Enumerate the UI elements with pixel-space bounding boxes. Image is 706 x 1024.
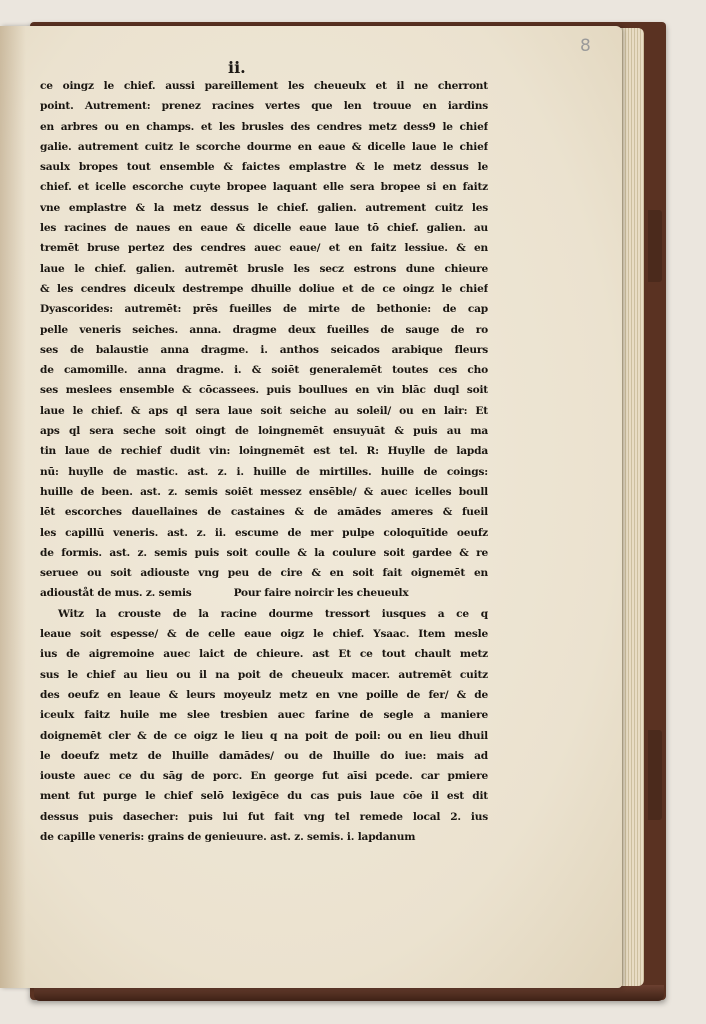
text-line: pelle veneris seiches. anna. dragme deux fueilles de sauge de ro bbox=[40, 323, 488, 336]
text-line: aps ql sera seche soit oingt de loingnemēt ensuyuāt & puis au ma bbox=[40, 425, 488, 438]
text-line: huille de been. ast. z. semis soiēt messez ensēble/ & auec icelles boull bbox=[40, 485, 488, 498]
text-line-part: adiouståt de mus. z. semis bbox=[40, 587, 192, 600]
text-line: seruee ou soit adiouste vng peu de cire & en soit fait oignemēt en bbox=[40, 567, 488, 580]
text-line: point. Autrement: prenez racines vertes que len trouue en iardins bbox=[40, 100, 488, 113]
text-line: de camomille. anna dragme. i. & soiēt generalemēt toutes ces cho bbox=[40, 364, 488, 377]
section-heading: Pour faire noircir les cheueulx bbox=[233, 587, 409, 600]
text-line: nū: huylle de mastic. ast. z. i. huille de mirtilles. huille de coings: bbox=[40, 465, 488, 478]
text-line: tin laue de rechief dudit vin: loingnemēt est tel. R: Huylle de lapda bbox=[40, 445, 488, 458]
text-line: galie. autrement cuitz le scorche dourme en eaue & dicelle laue le chief bbox=[40, 140, 488, 153]
signature-mark: ii. bbox=[228, 58, 246, 77]
page-gutter-shadow bbox=[0, 26, 26, 988]
text-line: les racines de naues en eaue & dicelle eaue laue tō chief. galien. au bbox=[40, 222, 488, 235]
text-line: Dyascorides: autremēt: prēs fueilles de mirte de bethonie: de cap bbox=[40, 303, 488, 316]
text-line: laue le chief. & aps ql sera laue soit seiche au soleil/ ou en lair: Et bbox=[40, 404, 488, 417]
text-line: ses de balaustie anna dragme. i. anthos seicados arabique fleurs bbox=[40, 343, 488, 356]
text-line: ce oingz le chief. aussi pareillement les cheueulx et il ne cherront bbox=[40, 80, 488, 92]
text-line: lēt escorches dauellaines de castaines & de amādes ameres & fueil bbox=[40, 506, 488, 519]
text-line: dessus puis dasecher: puis lui fut fait vng tel remede local 2. ius bbox=[40, 810, 488, 823]
text-line: les capillū veneris. ast. z. ii. escume de mer pulpe coloquītide oeufz bbox=[40, 526, 488, 539]
text-line: le doeufz metz de lhuille damādes/ ou de lhuille do iue: mais ad bbox=[40, 749, 488, 762]
text-line: leaue soit espesse/ & de celle eaue oigz le chief. Ysaac. Item mesle bbox=[40, 628, 488, 641]
text-line: iouste auec ce du sāg de porc. En george fut aīsi pcede. car pmiere bbox=[40, 770, 488, 783]
text-line: de capille veneris: grains de genieuure. ast. z. semis. i. lapdanum bbox=[40, 830, 416, 843]
text-line: en arbres ou en champs. et les brusles des cendres metz dess9 le chief bbox=[40, 120, 488, 133]
text-line: laue le chief. galien. autremēt brusle les secz estrons dune chieure bbox=[40, 262, 488, 275]
text-line: de formis. ast. z. semis puis soit coulle & la coulure soit gardee & re bbox=[40, 546, 488, 559]
text-line: iceulx faitz huile me slee tresbien auec farine de segle a maniere bbox=[40, 709, 488, 722]
text-line: ius de aigremoine auec laict de chieure. ast Et ce tout chault metz bbox=[40, 648, 488, 661]
text-line: ses meslees ensemble & cōcassees. puis boullues en vin blāc duql soit bbox=[40, 384, 488, 397]
text-line: ment fut purge le chief selō lexigēce du cas puis laue cōe il est dit bbox=[40, 790, 488, 803]
text-line: Witz la crouste de la racine dourme tressort iusques a ce q bbox=[58, 607, 488, 620]
text-line: des oeufz en leaue & leurs moyeulz metz en vne poille de fer/ & de bbox=[40, 688, 488, 701]
text-line bbox=[40, 583, 488, 603]
page-tab-marker bbox=[648, 730, 662, 820]
text-line: sus le chief au lieu ou il na poit de cheueulx macer. autremēt cuitz bbox=[40, 668, 488, 681]
text-line: doignemēt cler & de ce oigz le lieu q na poit de poil: ou en lieu dhuil bbox=[40, 729, 488, 742]
text-line: chief. et icelle escorche cuyte bropee laquant elle sera bropee si en faitz bbox=[40, 181, 488, 194]
page-tab-marker bbox=[648, 210, 662, 282]
folio-number: 8 bbox=[580, 36, 591, 56]
text-line: saulx bropes tout ensemble & faictes emplastre & le metz dessus le bbox=[40, 161, 488, 174]
text-line: vne emplastre & la metz dessus le chief. galien. autrement cuitz les bbox=[40, 201, 488, 214]
text-line: tremēt bruse pertez des cendres auec eaue/ et en faitz lessiue. & en bbox=[40, 242, 488, 255]
blackletter-text-block bbox=[40, 76, 488, 847]
text-line: & les cendres diceulx destrempe dhuille doliue et de ce oingz le chief bbox=[40, 282, 488, 295]
